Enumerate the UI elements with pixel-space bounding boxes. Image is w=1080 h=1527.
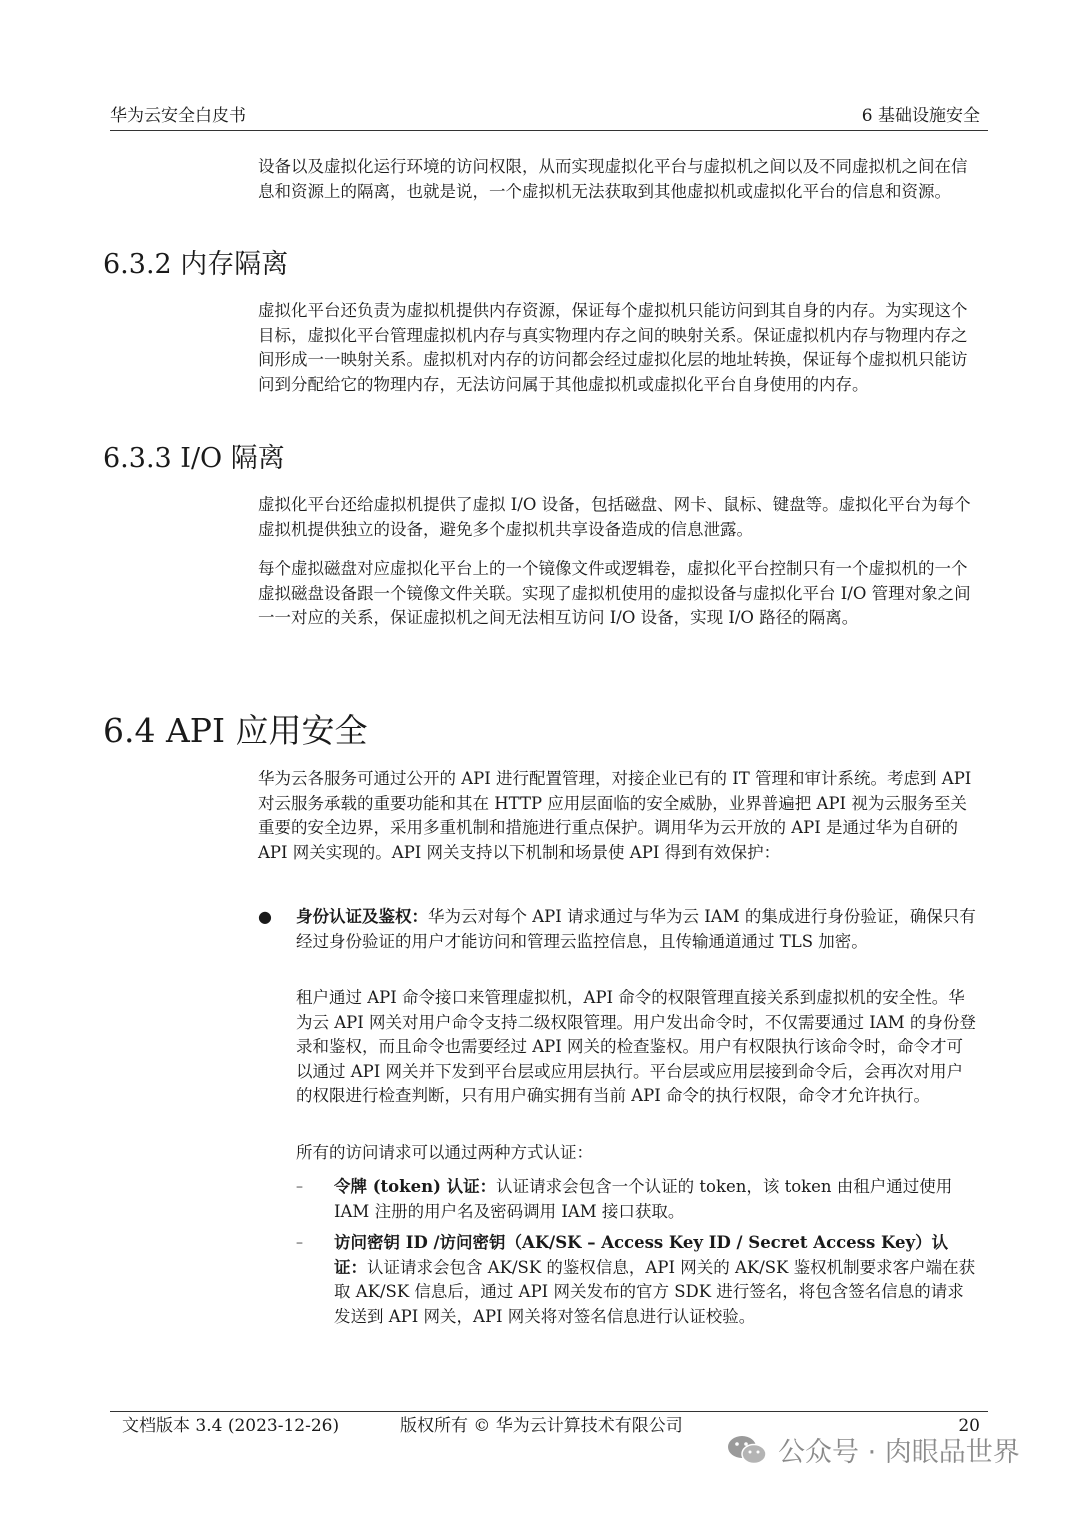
bullet-tenant-permissions: 租户通过 API 命令接口来管理虚拟机，API 命令的权限管理直接关系到虚拟机的安全性。华为云 API 网关对用户命令支持二级权限管理。用户发出命令时，不仅需要通过 IAM 的身份登录和鉴权，而且命令也需要经过 API 网关的检查鉴权。用户有权限执行该命令时，命令才可以通过 API 网关并下发到平台层或应用层执行。平台层或应用层接到命令后，会再次对用户的权限进行检查判断，只有用户确实拥有当前 API 命令的执行权限，命令才允许执行。 [296,988,976,1106]
bullet-identity-auth-label: 身份认证及鉴权： [296,907,428,926]
sub-item-token-auth-text: 认证请求会包含一个认证的 token，该 token 由租户通过使用 IAM 注册的用户名及密码调用 IAM 接口获取。 [334,1177,953,1221]
page-header [110,104,988,131]
sub-item-aksk-auth-label: 访问密钥 ID /访问密钥（AK/SK – Access Key ID / Secret Access Key）认证： [334,1233,949,1277]
section-6-4-paragraph: 华为云各服务可通过公开的 API 进行配置管理，对接企业已有的 IT 管理和审计系统。考虑到 API 对云服务承载的重要功能和其在 HTTP 应用层面临的安全威胁，业界普遍把 API 视为云服务至关重要的安全边界，采用多重机制和措施进行重点保护。调用华为云开放的 API 是通过华为自研的 API 网关实现的。API 网关支持以下机制和场景使 API 得到有效保护： [258,769,972,862]
sub-item-token-auth-label: 令牌 (token) 认证： [334,1177,497,1196]
bullet-marker: ● [258,907,272,926]
sub-item-token-auth [334,1175,978,1224]
section-6-3-2-heading: 6.3.2 内存隔离 [103,249,289,280]
dash-marker: – [296,1179,303,1195]
page-footer [110,1411,988,1436]
footer-page-number: 20 [958,1416,980,1436]
header-chapter-title: 6 基础设施安全 [861,106,980,126]
watermark-text: 公众号 · 肉眼品世界 [778,1437,1020,1468]
sub-item-aksk-auth-text: 认证请求会包含 AK/SK 的鉴权信息，API 网关的 AK/SK 鉴权机制要求客户端在获取 AK/SK 信息后，通过 API 网关发布的官方 SDK 进行签名，将包含签名信息的请求发送到 API 网关，API 网关将对签名信息进行认证校验。 [334,1257,976,1326]
section-6-4-heading: 6.4 API 应用安全 [103,711,368,750]
footer-doc-version: 文档版本 3.4 (2023-12-26) [122,1416,340,1436]
dash-marker: – [296,1235,303,1251]
bullet-identity-auth [296,905,978,954]
sub-item-aksk-auth [334,1231,978,1329]
section-6-3-3-paragraph-1: 虚拟化平台还给虚拟机提供了虚拟 I/O 设备，包括磁盘、网卡、鼠标、键盘等。虚拟化平台为每个虚拟机提供独立的设备，避免多个虚拟机共享设备造成的信息泄露。 [258,495,971,539]
section-6-3-2-paragraph: 虚拟化平台还负责为虚拟机提供内存资源，保证每个虚拟机只能访问到其自身的内存。为实现这个目标，虚拟化平台管理虚拟机内存与真实物理内存之间的映射关系。保证虚拟机内存与物理内存之间形成一一映射关系。虚拟机对内存的访问都会经过虚拟化层的地址转换，保证每个虚拟机只能访问到分配给它的物理内存，无法访问属于其他虚拟机或虚拟化平台自身使用的内存。 [258,301,968,394]
section-6-3-3-paragraph-2: 每个虚拟磁盘对应虚拟化平台上的一个镜像文件或逻辑卷，虚拟化平台控制只有一个虚拟机的一个虚拟磁盘设备跟一个镜像文件关联。实现了虚拟机使用的虚拟设备与虚拟化平台 I/O 管理对象之间一一对应的关系，保证虚拟机之间无法相互访问 I/O 设备，实现 I/O 路径的隔离。 [258,559,971,628]
wechat-icon [726,1433,768,1467]
watermark [726,1430,1020,1469]
bullet-identity-auth-text: 华为云对每个 API 请求通过与华为云 IAM 的集成进行身份验证，确保只有经过身份验证的用户才能访问和管理云监控信息，且传输通道通过 TLS 加密。 [296,907,976,951]
footer-copyright: 版权所有 © 华为云计算技术有限公司 [400,1416,683,1436]
section-6-3-3-heading: 6.3.3 I/O 隔离 [103,443,285,474]
intro-paragraph: 设备以及虚拟化运行环境的访问权限，从而实现虚拟化平台与虚拟机之间以及不同虚拟机之间在信息和资源上的隔离，也就是说，一个虚拟机无法获取到其他虚拟机或虚拟化平台的信息和资源。 [258,157,968,201]
bullet-auth-methods-intro: 所有的访问请求可以通过两种方式认证： [296,1143,593,1162]
header-doc-title: 华为云安全白皮书 [110,106,246,126]
